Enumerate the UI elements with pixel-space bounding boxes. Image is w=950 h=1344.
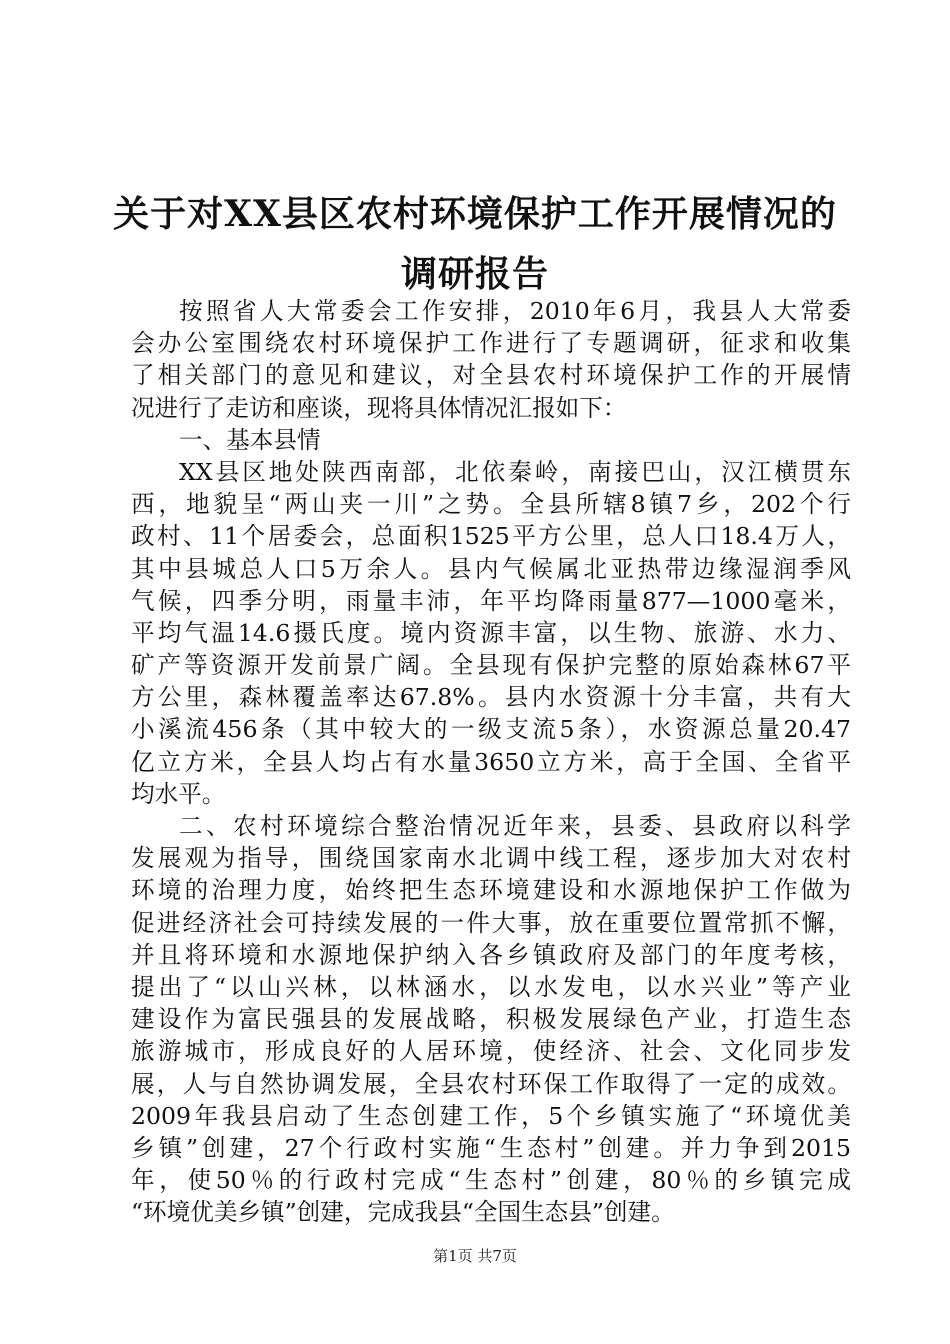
body-line: 乡镇”创建，27个行政村实施“生态村”创建。并力争到2015 — [131, 1133, 851, 1162]
body-line: 小溪流456条（其中较大的一级支流5条），水资源总量20.47 — [131, 715, 851, 744]
body-line: 建设作为富民强县的发展战略，积极发展绿色产业，打造生态 — [131, 1005, 851, 1034]
body-line: 其中县城总人口5万余人。县内气候属北亚热带边缘湿润季风 — [131, 554, 851, 583]
body-line: 西，地貌呈“两山夹一川”之势。全县所辖8镇7乡，202个行 — [131, 490, 851, 519]
body-line: 亿立方米，全县人均占有水量3650立方米，高于全国、全省平 — [131, 747, 851, 776]
body-line: 均水平。 — [131, 779, 226, 808]
body-line: XX县区地处陕西南部，北依秦岭，南接巴山，汉江横贯东 — [179, 457, 851, 486]
section-heading: 二、农村环境综合整治情况近年来，县委、县政府以科学 — [179, 812, 851, 840]
body-line: 方公里，森林覆盖率达67.8%。县内水资源十分丰富，共有大 — [131, 683, 851, 712]
document-body — [131, 295, 851, 1228]
document-title-line-2: 调研报告 — [400, 253, 549, 295]
body-line: 会办公室围绕农村环境保护工作进行了专题调研，征求和收集 — [131, 329, 851, 358]
body-line: 按照省人大常委会工作安排，2010年6月，我县人大常委 — [179, 297, 851, 325]
body-line: 并且将环境和水源地保护纳入各乡镇政府及部门的年度考核， — [131, 940, 851, 969]
body-line: 矿产等资源开发前景广阔。全县现有保护完整的原始森林67平 — [131, 651, 851, 680]
body-line: 了相关部门的意见和建议，对全县农村环境保护工作的开展情 — [131, 361, 851, 390]
page-footer: 第1页 共7页 — [433, 1247, 517, 1265]
body-line: 发展观为指导，围绕国家南水北调中线工程，逐步加大对农村 — [131, 844, 851, 873]
body-line: 2009年我县启动了生态创建工作，5个乡镇实施了“环境优美 — [131, 1101, 851, 1130]
body-line: 环境的治理力度，始终把生态环境建设和水源地保护工作做为 — [131, 876, 851, 905]
body-line: “环境优美乡镇”创建，完成我县“全国生态县”创建。 — [131, 1198, 675, 1227]
body-line: 气候，四季分明，雨量丰沛，年平均降雨量877—1000毫米， — [131, 586, 851, 615]
document-title-line-1: 关于对XX县区农村环境保护工作开展情况的 — [113, 193, 837, 235]
body-line: 提出了“以山兴林，以林涵水，以水发电，以水兴业”等产业 — [131, 972, 851, 1001]
body-line: 旅游城市，形成良好的人居环境，使经济、社会、文化同步发 — [131, 1037, 851, 1066]
body-line: 平均气温14.6摄氏度。境内资源丰富，以生物、旅游、水力、 — [131, 618, 851, 647]
body-line: 展，人与自然协调发展，全县农村环保工作取得了一定的成效。 — [131, 1069, 851, 1098]
body-line: 促进经济社会可持续发展的一件大事，放在重要位置常抓不懈， — [131, 908, 851, 937]
section-heading: 一、基本县情 — [179, 425, 321, 454]
body-line: 况进行了走访和座谈，现将具体情况汇报如下： — [131, 393, 627, 422]
body-line: 政村、11个居委会，总面积1525平方公里，总人口18.4万人， — [131, 522, 851, 551]
body-line: 年，使50％的行政村完成“生态村”创建，80％的乡镇完成 — [131, 1166, 851, 1195]
